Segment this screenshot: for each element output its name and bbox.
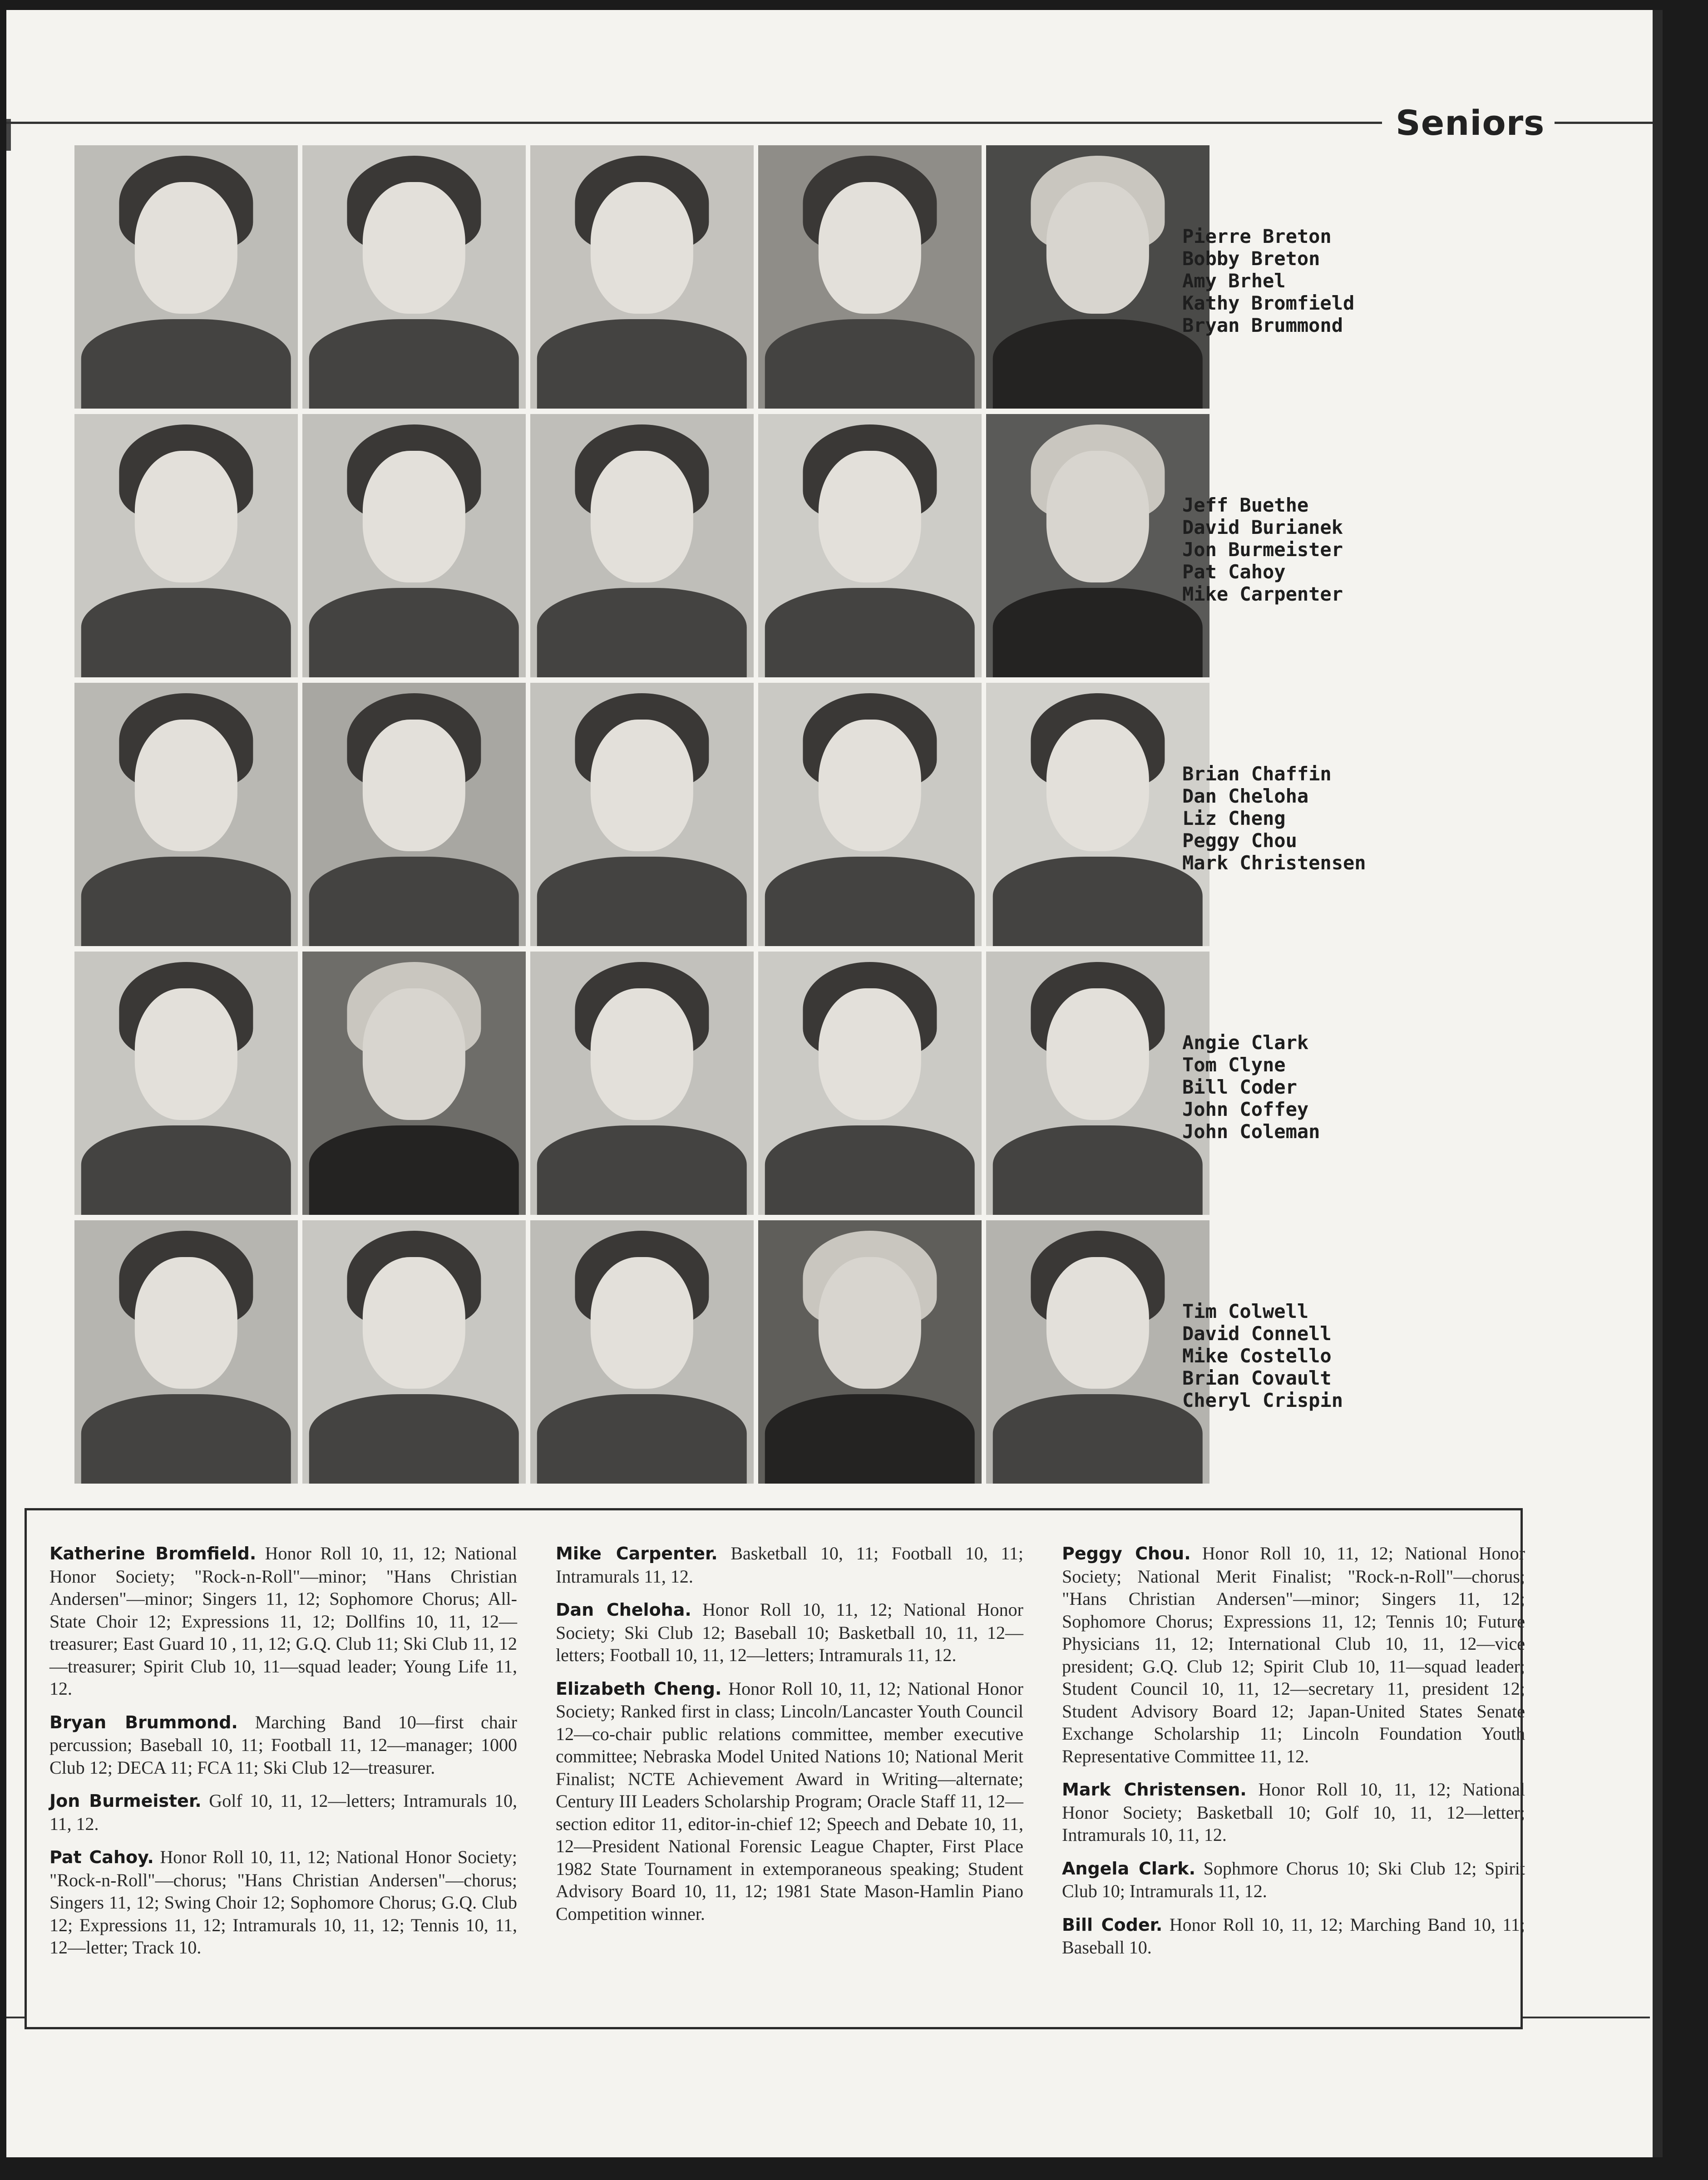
portrait-photo (530, 683, 754, 946)
binding-spine (1653, 10, 1663, 2157)
portrait-clothing (993, 319, 1203, 409)
bio-column-2 (556, 1542, 1023, 1936)
biography-box (25, 1508, 1523, 2029)
portrait-face (819, 451, 921, 582)
student-name: Bryan Brummond (1182, 314, 1343, 336)
student-name: Dan Cheloha (1182, 785, 1309, 807)
portrait-clothing (537, 588, 747, 677)
portrait-photo (758, 145, 982, 409)
bio-text: Sophmore Chorus 10; Ski Club 12; Spirit Club 10; Intramurals 11, 12. (1062, 1858, 1525, 1901)
footer-rule-left (6, 2017, 25, 2018)
portrait-photo (302, 683, 526, 946)
portrait-face (591, 451, 693, 582)
student-name: Bill Coder (1182, 1076, 1297, 1098)
bio-entry (1062, 1542, 1525, 1767)
bio-text: Basketball 10, 11; Football 10, 11; Intramurals 11, 12. (556, 1543, 1023, 1587)
portrait-clothing (537, 1125, 747, 1215)
portrait-photo (986, 145, 1209, 409)
student-name: Amy Brhel (1182, 270, 1286, 292)
portrait-clothing (993, 1394, 1203, 1484)
bio-name: Angela Clark. (1062, 1858, 1196, 1879)
student-name: Tim Colwell (1182, 1300, 1309, 1322)
portrait-photo (758, 1220, 982, 1484)
portrait-clothing (765, 1394, 975, 1484)
name-list (1182, 225, 1354, 336)
student-name: Angie Clark (1182, 1031, 1309, 1054)
bio-name: Katherine Bromfield. (49, 1544, 257, 1563)
section-title: Seniors (1396, 103, 1545, 143)
bio-text: Honor Roll 10, 11, 12; National Honor Society; Basketball 10; Golf 10, 11, 12—letter; Intramurals 10, 11, 12. (1062, 1779, 1525, 1845)
portrait-face (819, 1257, 921, 1389)
bio-name: Dan Cheloha. (556, 1600, 691, 1620)
name-list (1182, 763, 1366, 874)
bio-text: Honor Roll 10, 11, 12; Marching Band 10, 11; Baseball 10. (1062, 1914, 1525, 1958)
portrait-photo (74, 1220, 298, 1484)
portrait-face (363, 182, 465, 314)
portrait-face (1047, 1257, 1149, 1389)
portrait-photo (74, 683, 298, 946)
portrait-photo (986, 952, 1209, 1215)
portrait-clothing (993, 857, 1203, 946)
bio-entry (556, 1677, 1023, 1925)
portrait-face (819, 720, 921, 851)
bio-entry (49, 1846, 517, 1959)
student-name: Mike Costello (1182, 1345, 1332, 1367)
bio-text: Golf 10, 11, 12—letters; Intramurals 10, 11, 12. (49, 1790, 517, 1834)
bio-entry (556, 1598, 1023, 1667)
portrait-clothing (81, 1125, 291, 1215)
bio-name: Elizabeth Cheng. (556, 1678, 722, 1699)
portrait-clothing (537, 857, 747, 946)
portrait-photo (74, 145, 298, 409)
bio-name: Mike Carpenter. (556, 1544, 718, 1563)
student-name: Tom Clyne (1182, 1054, 1286, 1076)
student-name: Bobby Breton (1182, 247, 1320, 270)
portrait-photo (986, 683, 1209, 946)
portrait-clothing (309, 1125, 519, 1215)
portrait-clothing (81, 857, 291, 946)
bio-text: Honor Roll 10, 11, 12; National Honor Society; National Merit Finalist; "Rock-n-Roll"—chorus; "Hans Christian Andersen"—minor; Singers 11, 12; Sophomore Chorus; Expressions 11, 12; Tennis 10; Future Physicians 11, 12; International Club 10, 11, 12—vice president; G.Q. Club 12; Spirit Club 10, 11—squad leader; Student Council 10, 11, 12—secretary 11, president 12; Student Advisory Board 12; Japan-United States Senate Exchange Scholarship 11; Lincoln Foundation Youth Representative Committee 11, 12. (1062, 1543, 1525, 1766)
student-name: Mark Christensen (1182, 852, 1366, 874)
portrait-clothing (309, 319, 519, 409)
portrait-clothing (309, 588, 519, 677)
student-name: Liz Cheng (1182, 807, 1286, 829)
portrait-face (1047, 451, 1149, 582)
portrait-photo (74, 952, 298, 1215)
bio-name: Peggy Chou. (1062, 1544, 1191, 1563)
student-name: Kathy Bromfield (1182, 292, 1355, 314)
photo-row (74, 1220, 1237, 1485)
bio-text: Marching Band 10—first chair percussion; Baseball 10, 11; Football 11, 12—manager; 1000 Club 12; DECA 11; FCA 11; Ski Club 12—treasurer. (49, 1711, 517, 1778)
portrait-clothing (537, 1394, 747, 1484)
portrait-clothing (309, 857, 519, 946)
bio-text: Honor Roll 10, 11, 12; National Honor Society; Ranked first in class; Lincoln/Lancaster Youth Council 12—co-chair public relations committee, member executive committee; Nebraska Model United Nations 10; National Merit Finalist; NCTE Achievement Award in Writing—alternate; Century III Leaders Scholarship Program; Oracle Staff 11, 12—section editor 11, editor-in-chief 12; Speech and Debate 10, 11, 12—President National Forensic League Chapter, First Place 1982 State Tournament in extemporaneous speaking; Student Advisory Board 10, 11, 12; 1981 State Mason-Hamlin Piano Competition winner. (556, 1678, 1023, 1924)
student-name: Jon Burmeister (1182, 538, 1343, 561)
portrait-photo (986, 1220, 1209, 1484)
student-name: Jeff Buethe (1182, 494, 1309, 516)
portrait-face (135, 720, 237, 851)
student-name: David Connell (1182, 1322, 1332, 1345)
bio-entry (556, 1542, 1023, 1588)
yearbook-page (6, 10, 1663, 2157)
photo-row (74, 414, 1237, 679)
portrait-face (363, 451, 465, 582)
portrait-face (819, 988, 921, 1120)
bio-name: Jon Burmeister. (49, 1791, 202, 1811)
photo-row (74, 145, 1237, 410)
bio-entry (49, 1542, 517, 1700)
portrait-face (363, 720, 465, 851)
portrait-photo (530, 145, 754, 409)
portrait-photo (986, 414, 1209, 677)
student-name: Pierre Breton (1182, 225, 1332, 247)
bio-entry (49, 1711, 517, 1779)
bio-text: Honor Roll 10, 11, 12; National Honor Society; "Rock-n-Roll"—chorus; "Hans Christian Andersen"—chorus; Singers 11, 12; Swing Choir 12; Sophomore Chorus; G.Q. Club 12; Expressions 11, 12; Intramurals 10, 11, 12; Tennis 10, 11, 12—letter; Track 10. (49, 1847, 517, 1958)
header-rule-left (6, 122, 1382, 124)
portrait-clothing (81, 1394, 291, 1484)
bio-text: Honor Roll 10, 11, 12; National Honor Society; "Rock-n-Roll"—minor; "Hans Christian Andersen"—minor; Singers 11, 12; Sophomore Chorus; All-State Choir 12; Expressions 11, 12; Dollfins 10, 11, 12—treasurer; East Guard 10 , 11, 12; G.Q. Club 11; Ski Club 11, 12—treasurer; Spirit Club 10, 11—squad leader; Young Life 11, 12. (49, 1543, 517, 1699)
bio-entry (1062, 1857, 1525, 1903)
portrait-face (591, 1257, 693, 1389)
student-name: Peggy Chou (1182, 829, 1297, 852)
portrait-photo (74, 414, 298, 677)
student-name: Pat Cahoy (1182, 561, 1286, 583)
bio-column-1 (49, 1542, 517, 1970)
photo-row (74, 683, 1237, 948)
bio-column-3 (1062, 1542, 1525, 1970)
bio-name: Mark Christensen. (1062, 1780, 1247, 1800)
portrait-photo (302, 1220, 526, 1484)
portrait-clothing (537, 319, 747, 409)
student-name: David Burianek (1182, 516, 1343, 538)
student-name: Cheryl Crispin (1182, 1389, 1343, 1411)
bio-name: Bill Coder. (1062, 1914, 1163, 1935)
portrait-photo (530, 952, 754, 1215)
portrait-face (1047, 182, 1149, 314)
name-list (1182, 1300, 1343, 1411)
portrait-photo (530, 414, 754, 677)
portrait-clothing (81, 588, 291, 677)
portrait-face (135, 1257, 237, 1389)
bio-entry (1062, 1914, 1525, 1959)
bio-entry (1062, 1778, 1525, 1846)
bio-text: Honor Roll 10, 11, 12; National Honor Society; Ski Club 12; Baseball 10; Basketball 10, 11, 12—letters; Football 10, 11, 12—letters; Intramurals 11, 12. (556, 1599, 1023, 1665)
student-name: John Coleman (1182, 1120, 1320, 1143)
portrait-photo (758, 414, 982, 677)
portrait-face (591, 988, 693, 1120)
portrait-photo (530, 1220, 754, 1484)
portrait-clothing (993, 1125, 1203, 1215)
bio-entry (49, 1790, 517, 1835)
portrait-clothing (765, 857, 975, 946)
footer-rule-right (1523, 2017, 1650, 2018)
portrait-face (135, 182, 237, 314)
portrait-photo (758, 952, 982, 1215)
portrait-face (135, 451, 237, 582)
header-rule-right (1555, 122, 1654, 124)
portrait-face (363, 1257, 465, 1389)
portrait-face (591, 182, 693, 314)
portrait-clothing (81, 319, 291, 409)
portrait-photo (302, 145, 526, 409)
portrait-clothing (309, 1394, 519, 1484)
portrait-clothing (765, 319, 975, 409)
bio-name: Bryan Brummond. (49, 1712, 238, 1732)
student-name: Brian Covault (1182, 1367, 1332, 1389)
portrait-face (819, 182, 921, 314)
portrait-photo (302, 952, 526, 1215)
student-name: Mike Carpenter (1182, 583, 1343, 605)
photo-row (74, 952, 1237, 1217)
portrait-clothing (765, 1125, 975, 1215)
portrait-photo (302, 414, 526, 677)
portrait-face (363, 988, 465, 1120)
portrait-face (1047, 720, 1149, 851)
portrait-face (135, 988, 237, 1120)
portrait-clothing (765, 588, 975, 677)
name-list (1182, 494, 1343, 605)
bio-name: Pat Cahoy. (49, 1847, 154, 1867)
portrait-photo (758, 683, 982, 946)
student-name: Brian Chaffin (1182, 763, 1332, 785)
name-list (1182, 1031, 1320, 1143)
student-name: John Coffey (1182, 1098, 1309, 1120)
portrait-clothing (993, 588, 1203, 677)
portrait-face (591, 720, 693, 851)
portrait-face (1047, 988, 1149, 1120)
